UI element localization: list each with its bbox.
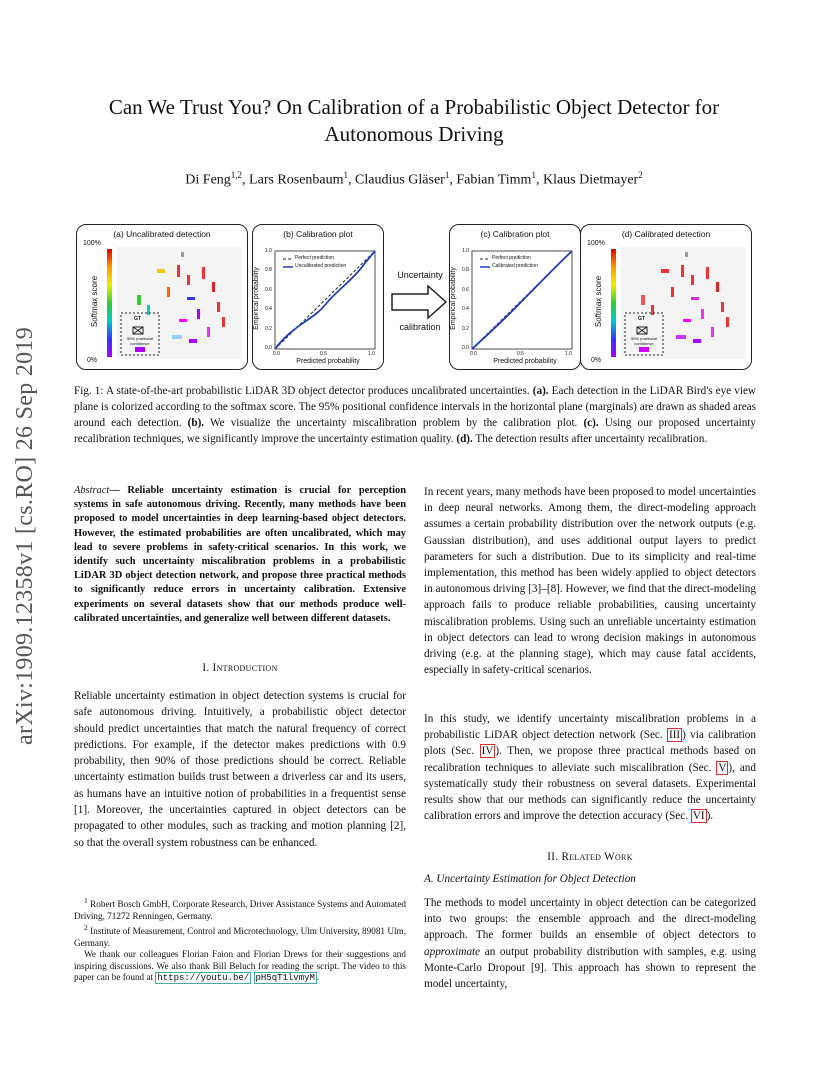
panel-d-bottom-label: 0% bbox=[591, 357, 602, 364]
score-colorbar bbox=[107, 249, 112, 357]
p2-text-a: In this study, we identify uncertainty miscalibration problems in a probabilistic LiDAR object detection network (Sec. bbox=[424, 713, 756, 742]
panel-d-ylabel: Softmax score bbox=[594, 275, 604, 328]
panel-a-top-label: 100% bbox=[83, 240, 101, 247]
caption-a-tag: (a). bbox=[532, 385, 549, 397]
ytick-b-1: 0.8 bbox=[265, 267, 272, 273]
ytick-b-0: 1.0 bbox=[265, 248, 272, 254]
ytick-b-4: 0.2 bbox=[265, 326, 272, 332]
ytick-c-5: 0.0 bbox=[462, 345, 469, 351]
section-heading-related-work: II. Related Work bbox=[547, 851, 633, 863]
ytick-b-5: 0.0 bbox=[265, 345, 272, 351]
score-colorbar-d bbox=[611, 249, 616, 357]
section-heading-introduction: I. Introduction bbox=[202, 662, 278, 674]
panel-a-bottom-label: 0% bbox=[87, 357, 98, 364]
panel-calibration-plot-uncalibrated bbox=[252, 224, 384, 370]
author-affiliation: 2 bbox=[638, 170, 643, 180]
p3-text-a: The methods to model uncertainty in object detection can be categorized into two groups: the ensemble approach and the direct-modeling approach. The former builds an ensemble of object detectors to bbox=[424, 897, 756, 942]
caption-c-text: Using our proposed uncertainty recalibration techniques, we significantly improve the uncertainty estimation quality. bbox=[74, 417, 756, 445]
panel-a-title: (a) Uncalibrated detection bbox=[113, 229, 211, 239]
ref-sec-5[interactable]: V bbox=[718, 761, 727, 774]
footnote-2: $^2$ Institute of Measurement, Control and Microtechnology, Ulm University, 89081 Ulm, Germany. bbox=[74, 923, 406, 948]
confidence-label: 95% positional confidence bbox=[126, 336, 154, 346]
intro-paragraph: Reliable uncertainty estimation in object detection systems is crucial for safe autonomous driving. Intuitively, a probabilistic object detector should predict uncertainties that match the natural frequency of correct predictions. For example, if the detector makes predictions with 0.9 probability, then 90% of those predictions should be correct. Reliable uncertainty estimation builds trust between a driverless car and its users, as humans have an intuitive notion of probabilities in a frequentist sense [1]. Moreover, the uncertainties captured in object detectors can be propagated to other modules, such as tracking and motion planning [2], so that the overall system robustness can be enhanced. bbox=[74, 690, 406, 849]
caption-d-text: The detection results after uncertainty recalibration. bbox=[472, 433, 708, 445]
panel-calibrated-detection bbox=[580, 224, 752, 370]
p3-text-b: an output probability distribution with samples, e.g. using Monte-Carlo Dropout [9]. This approach has shown to represent the model uncertainty, bbox=[424, 945, 756, 991]
lidar-bev-plot-d bbox=[621, 247, 745, 359]
p2-text-d: ), and systematically study their robustness on several datasets. Experimental results show that our methods can significantly reduce the uncertainty calibration errors and improve the detection accuracy (Sec. bbox=[424, 761, 756, 823]
xtick-c-2: 1.0 bbox=[565, 351, 572, 357]
panel-b-ylabel: Empirical probability bbox=[252, 267, 260, 330]
author-name: Di Feng bbox=[185, 172, 231, 188]
gt-label: GT bbox=[134, 316, 141, 322]
abstract bbox=[74, 484, 406, 626]
figure-caption bbox=[74, 383, 756, 447]
confidence-label-d: 95% positional confidence bbox=[630, 336, 658, 346]
p2-text-b: ) via calibration plots (Sec. bbox=[424, 729, 756, 758]
ytick-b-3: 0.4 bbox=[265, 306, 272, 312]
caption-d-tag: (d). bbox=[456, 433, 473, 445]
panel-b-title: (b) Calibration plot bbox=[283, 229, 353, 239]
arxiv-sidebar-id: arXiv:1909.12358v1 [cs.RO] 26 Sep 2019 bbox=[12, 326, 38, 745]
video-link-cont[interactable]: pH5qT1lvmyM bbox=[255, 973, 315, 984]
right-paragraph-1: In recent years, many methods have been proposed to model uncertainties in deep neural networks. Among them, the direct-modeling approach assumes a certain probability distribution over the network outputs (e.g. Gaussian distribution), and uses additional output layers to predict parameters for such a distribution. Due to its simplicity and real-time implementation, this method has been widely applied to object detectors in autonomous driving [3]–[8]. However, we find that the direct-modeling approach fails to produce reliable probabilities, causing uncertainty miscalibration problems. Using such an unreliable uncertainty estimation in object detectors can lead to wrong decision makings in autonomous driving (e.g. at the planning stage), which may cause fatal accidents, especially in safety-critical scenarios. bbox=[424, 486, 756, 677]
author-name: Fabian Timm bbox=[456, 172, 532, 188]
panel-uncalibrated-detection bbox=[76, 224, 248, 370]
xtick-b-2: 1.0 bbox=[368, 351, 375, 357]
legend-perfect-c: Perfect prediction bbox=[492, 255, 531, 261]
caption-a-text: Each detection in the LiDAR Bird's eye view plane is colorized according to the softmax score. The 95% positional confidence intervals in the horizontal plane (marginals) are drawn as shaded areas around each detection. bbox=[74, 385, 756, 429]
author-name: Klaus Dietmayer bbox=[542, 172, 639, 188]
p2-text-e: ). bbox=[706, 810, 714, 823]
abstract-text: — Reliable uncertainty estimation is crucial for perception systems in safe autonomous driving. Recently, many methods have been proposed to model uncertainties in deep learning-based object detectors. However, the estimated probabilities are often uncalibrated, which may lead to severe problems in safety-critical scenarios. In this work, we identify such uncertainty miscalibration problems in a probabilistic LiDAR 3D object detection network, and propose three practical methods to significantly reduce errors in uncertainty calibration. Extensive experiments on several datasets show that our methods produce well-calibrated uncertainties, and generalize well between different datasets. bbox=[74, 485, 406, 624]
calibration-arrow bbox=[384, 264, 456, 334]
ref-sec-4[interactable]: IV bbox=[481, 745, 494, 758]
gt-label-d: GT bbox=[638, 316, 645, 322]
calibration-chart-c bbox=[450, 225, 580, 369]
ref-sec-6[interactable]: VI bbox=[692, 810, 705, 823]
arrow-bottom-label: calibration bbox=[399, 322, 441, 332]
author-name: Claudius Gläser bbox=[355, 172, 445, 188]
caption-prefix: Fig. 1: A state-of-the-art probabilistic LiDAR 3D object detector produces uncalibrated uncertainties. bbox=[74, 385, 533, 397]
author-affiliation: 1 bbox=[444, 170, 450, 180]
paper-title: Can We Trust You? On Calibration of a Probabilistic Object Detector for Autonomous Driving bbox=[108, 95, 720, 146]
author-affiliation: 1 bbox=[531, 170, 536, 180]
footnote-1: $^1$ Robert Bosch GmbH, Corporate Research, Driver Assistance Systems and Automated Driving, 71272 Renningen, Germany. bbox=[74, 896, 406, 921]
author-affiliation: 1 bbox=[343, 170, 349, 180]
figure-1 bbox=[76, 224, 752, 370]
arrow-shape bbox=[390, 284, 450, 320]
panel-a-ylabel: Softmax score bbox=[90, 275, 100, 328]
panel-c-title: (c) Calibration plot bbox=[480, 229, 550, 239]
panel-c-ylabel: Empirical probability bbox=[449, 267, 457, 330]
caption-b-tag: (b). bbox=[187, 417, 205, 429]
ytick-c-3: 0.4 bbox=[462, 306, 469, 312]
legend-perfect-b: Perfect prediction bbox=[295, 255, 334, 261]
thanks-text: We thank our colleagues Florian Faion and Florian Drews for their suggestions and inspiring discussions. We also thank Bill Beluch for reading the script. The video to this paper can be found at bbox=[74, 949, 406, 983]
calibration-chart-b bbox=[253, 225, 383, 369]
detections bbox=[137, 252, 225, 343]
ref-sec-3[interactable]: III bbox=[668, 729, 681, 742]
footnote-2-text: Institute of Measurement, Control and Microtechnology, Ulm University, 89081 Ulm, Germany. bbox=[74, 926, 406, 948]
ytick-c-1: 0.8 bbox=[462, 267, 469, 273]
panel-d-top-label: 100% bbox=[587, 240, 605, 247]
ytick-c-4: 0.2 bbox=[462, 326, 469, 332]
author-list: Di Feng$^{1,2}$, Lars Rosenbaum$^1$, Claudius Gläser$^1$, Fabian Timm$^1$, Klaus Dietmayer$^2$ bbox=[185, 170, 643, 188]
lidar-bev-plot bbox=[117, 247, 241, 359]
p3-italic: approximate bbox=[424, 945, 481, 958]
ytick-c-0: 1.0 bbox=[462, 248, 469, 254]
author-affiliation: 1,2 bbox=[230, 170, 243, 180]
footnote-1-text: Robert Bosch GmbH, Corporate Research, Driver Assistance Systems and Automated Driving, 71272 Renningen, Germany. bbox=[74, 899, 406, 921]
thanks-note bbox=[74, 949, 406, 985]
caption-b-text: We visualize the uncertainty miscalibration problem by the calibration plot. bbox=[204, 417, 584, 429]
video-link[interactable]: https://youtu.be/ bbox=[157, 973, 250, 984]
caption-c-tag: (c). bbox=[583, 417, 599, 429]
panel-d-title: (d) Calibrated detection bbox=[621, 229, 711, 239]
right-paragraph-2 bbox=[424, 711, 756, 824]
xtick-c-0: 0.0 bbox=[470, 351, 477, 357]
panel-b-xlabel: Predicted probability bbox=[296, 358, 360, 365]
arrow-top-label: Uncertainty bbox=[397, 270, 443, 280]
author-name: Lars Rosenbaum bbox=[249, 172, 344, 188]
abstract-label: Abstract bbox=[74, 485, 110, 496]
thanks-end: . bbox=[316, 972, 320, 983]
xtick-c-1: 0.5 bbox=[517, 351, 524, 357]
ytick-c-2: 0.6 bbox=[462, 287, 469, 293]
footnotes bbox=[74, 895, 406, 985]
right-paragraph-3 bbox=[424, 895, 756, 992]
xtick-b-0: 0.0 bbox=[273, 351, 280, 357]
p2-text-c: ). Then, we propose three practical methods based on recalibration techniques to alleviate such miscalibration (Sec. bbox=[424, 745, 756, 774]
legend-calibrated-c: Calibrated prediction bbox=[492, 263, 538, 269]
xtick-b-1: 0.5 bbox=[320, 351, 327, 357]
panel-c-xlabel: Predicted probability bbox=[493, 358, 557, 365]
ytick-b-2: 0.6 bbox=[265, 287, 272, 293]
subsection-heading: A. Uncertainty Estimation for Object Detection bbox=[424, 873, 636, 885]
panel-calibration-plot-calibrated bbox=[449, 224, 581, 370]
detections-d bbox=[641, 252, 729, 343]
legend-uncalibrated-b: Uncalibrated prediction bbox=[295, 263, 347, 269]
